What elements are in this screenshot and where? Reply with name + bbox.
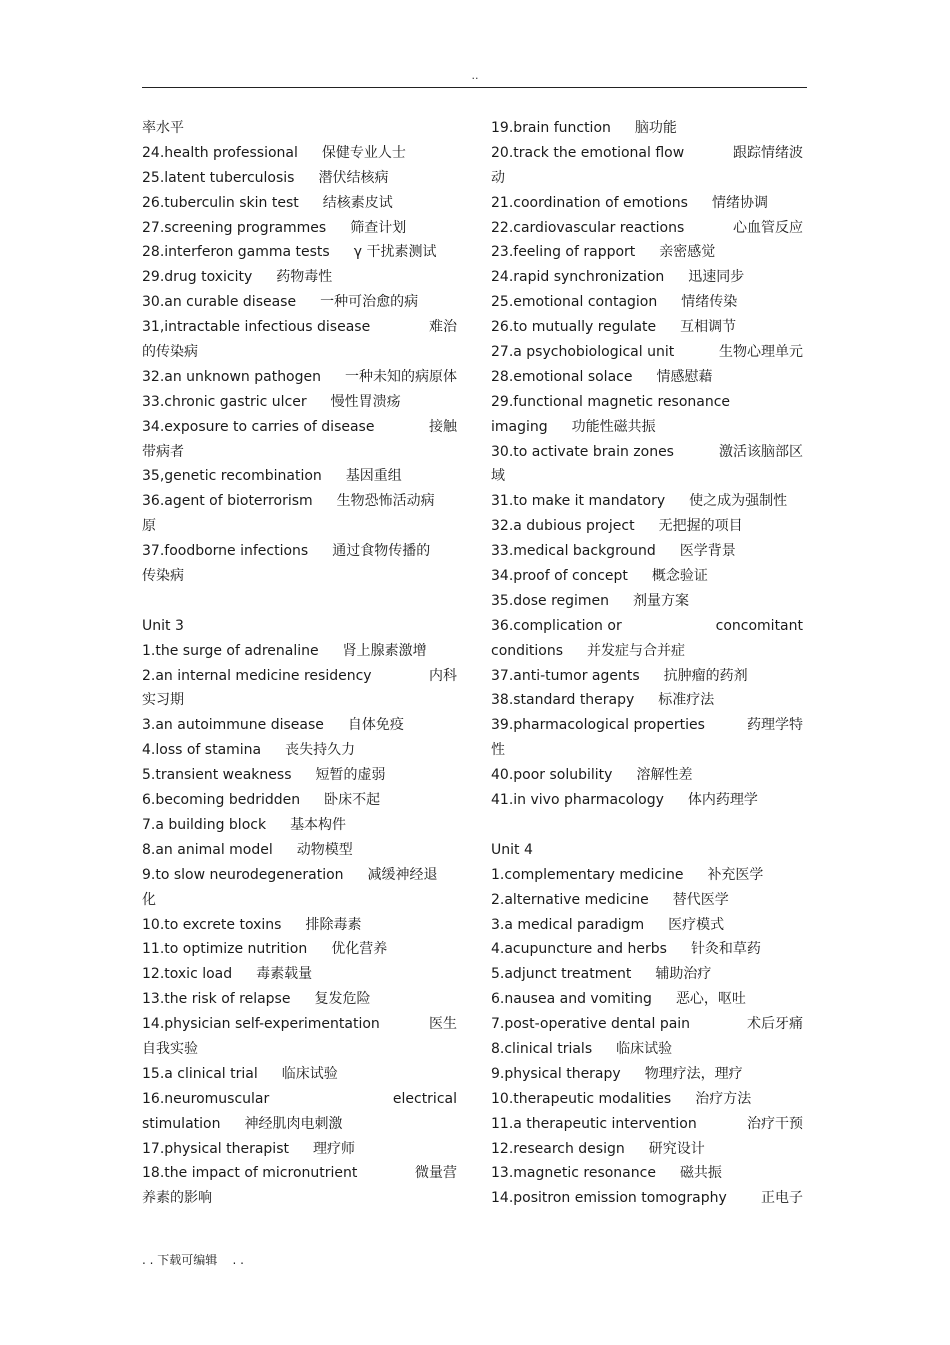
term-text: 7.a building block: [142, 816, 267, 833]
vocab-line: [142, 1112, 457, 1137]
term-text: 14.positron emission tomography: [491, 1190, 727, 1207]
term-text: 13.the risk of relapse: [142, 991, 291, 1008]
translation-text: 医疗模式: [668, 916, 725, 933]
term-text: 8.clinical trials: [491, 1040, 593, 1057]
vocab-line: [142, 664, 457, 689]
vocab-line: [491, 415, 803, 440]
vocab-line: [142, 713, 457, 738]
term-text: 13.magnetic resonance: [491, 1165, 656, 1182]
translation-text: 治疗干预: [747, 1115, 803, 1132]
term-text: 传染病: [142, 568, 184, 585]
translation-text: 针灸和草药: [690, 941, 761, 958]
vocab-line: [142, 1087, 457, 1112]
vocab-line: [142, 1012, 457, 1037]
vocab-line: [142, 813, 457, 838]
translation-text: electrical: [392, 1090, 457, 1107]
term-text: 9.to slow neurodegeneration: [142, 866, 344, 883]
translation-text: 互相调节: [680, 319, 737, 336]
vocab-line: [491, 166, 803, 191]
vocab-line: [491, 1137, 803, 1162]
header-rule: [142, 87, 807, 88]
vocab-line: [142, 1186, 457, 1211]
term-text: 16.neuromuscular: [142, 1090, 270, 1107]
vocab-line: [142, 1037, 457, 1062]
term-text: 29.functional magnetic resonance: [491, 393, 731, 410]
translation-text: 辅助治疗: [655, 966, 712, 983]
term-text: 22.cardiovascular reactions: [491, 219, 685, 236]
vocab-line: [491, 913, 803, 938]
vocab-line: [142, 340, 457, 365]
term-text: 33.medical background: [491, 543, 656, 560]
vocab-line: [142, 564, 457, 589]
translation-text: 潜伏结核病: [318, 169, 389, 186]
vocab-line: [491, 564, 803, 589]
term-text: imaging: [491, 418, 548, 435]
term-text: 32.a dubious project: [491, 518, 635, 535]
term-text: 3.a medical paradigm: [491, 916, 645, 933]
vocab-line: [491, 788, 803, 813]
vocab-line: [491, 1037, 803, 1062]
term-text: conditions: [491, 642, 564, 659]
vocab-line: [142, 415, 457, 440]
term-text: 26.tuberculin skin test: [142, 194, 299, 211]
translation-text: 一种可治愈的病: [320, 294, 419, 311]
term-text: 11.a therapeutic intervention: [491, 1115, 697, 1132]
term-text: Unit 4: [491, 841, 533, 858]
translation-text: 临床试验: [616, 1040, 673, 1057]
translation-text: 体内药理学: [687, 792, 758, 809]
translation-text: 情绪传染: [681, 294, 738, 311]
vocab-line: [142, 440, 457, 465]
term-text: 域: [491, 468, 505, 485]
vocab-line: [142, 838, 457, 863]
term-text: 31,intractable infectious disease: [142, 319, 371, 336]
right-column: [491, 116, 803, 1211]
vocab-line: [491, 489, 803, 514]
term-text: 29.drug toxicity: [142, 269, 253, 286]
term-text: 35.dose regimen: [491, 592, 610, 609]
term-text: 35,genetic recombination: [142, 468, 322, 485]
term-text: 6.becoming bedridden: [142, 792, 301, 809]
vocab-line: [491, 838, 803, 863]
vocab-line: [142, 539, 457, 564]
translation-text: 替代医学: [672, 891, 729, 908]
term-text: 21.coordination of emotions: [491, 194, 688, 211]
vocab-line: [142, 290, 457, 315]
term-text: 14.physician self-experimentation: [142, 1016, 380, 1033]
vocab-line: [491, 265, 803, 290]
vocab-line: [142, 987, 457, 1012]
term-text: 26.to mutually regulate: [491, 319, 657, 336]
term-text: 38.standard therapy: [491, 692, 635, 709]
term-text: 36.complication or: [491, 617, 622, 634]
term-text: 33.chronic gastric ulcer: [142, 393, 307, 410]
vocab-line: [491, 763, 803, 788]
term-text: 20.track the emotional flow: [491, 144, 685, 161]
vocab-line: [142, 464, 457, 489]
vocab-line: [142, 788, 457, 813]
translation-text: 使之成为强制性: [689, 493, 788, 510]
vocab-line: [491, 315, 803, 340]
translation-text: 亲密感觉: [659, 244, 716, 261]
vocab-line: [491, 738, 803, 763]
translation-text: 物理疗法，理疗: [644, 1065, 743, 1082]
translation-text: 概念验证: [651, 568, 708, 585]
term-text: 带病者: [142, 443, 184, 460]
vocab-line: [491, 116, 803, 141]
vocab-line: [142, 166, 457, 191]
term-text: 17.physical therapist: [142, 1140, 289, 1157]
vocab-line: [142, 863, 457, 888]
vocab-line: [142, 116, 457, 141]
translation-text: 治疗方法: [695, 1090, 752, 1107]
vocab-line: [142, 1161, 457, 1186]
vocab-line: [491, 365, 803, 390]
vocab-line: [142, 589, 457, 614]
term-text: 30.to activate brain zones: [491, 443, 674, 460]
translation-text: 医生: [429, 1016, 457, 1033]
translation-text: 动物模型: [296, 841, 353, 858]
term-text: 养素的影响: [142, 1190, 212, 1207]
translation-text: 脑功能: [634, 120, 677, 136]
term-text: 23.feeling of rapport: [491, 244, 636, 261]
vocab-line: [142, 489, 457, 514]
translation-text: 复发危险: [314, 991, 371, 1008]
translation-text: 排除毒素: [305, 916, 362, 933]
term-text: 37.anti-tumor agents: [491, 667, 640, 684]
term-text: 10.therapeutic modalities: [491, 1090, 672, 1107]
term-text: 10.to excrete toxins: [142, 916, 282, 933]
vocab-line: [142, 1137, 457, 1162]
vocab-line: [491, 813, 803, 838]
translation-text: 研究设计: [648, 1140, 705, 1157]
vocab-line: [491, 340, 803, 365]
vocab-line: [491, 614, 803, 639]
vocab-line: [491, 1161, 803, 1186]
translation-text: 自体免疫: [347, 717, 404, 734]
term-text: 39.pharmacological properties: [491, 717, 705, 734]
term-text: 1.the surge of adrenaline: [142, 642, 319, 659]
translation-text: 术后牙痛: [747, 1016, 803, 1033]
term-text: 24.health professional: [142, 144, 298, 161]
term-text: 6.nausea and vomiting: [491, 991, 652, 1008]
vocab-line: [491, 664, 803, 689]
term-text: 36.agent of bioterrorism: [142, 493, 313, 510]
translation-text: 标准疗法: [658, 692, 715, 709]
term-text: 34.exposure to carries of disease: [142, 418, 375, 435]
translation-text: 内科: [429, 667, 457, 684]
translation-text: 剂量方案: [633, 592, 690, 609]
vocab-line: [491, 1186, 803, 1211]
term-text: 25.latent tuberculosis: [142, 169, 295, 186]
term-text: 化: [142, 891, 156, 908]
term-text: stimulation: [142, 1115, 221, 1132]
vocab-line: [491, 962, 803, 987]
vocab-line: [491, 937, 803, 962]
term-text: 8.an animal model: [142, 841, 273, 858]
translation-text: 溶解性差: [636, 767, 693, 784]
vocab-line: [142, 191, 457, 216]
translation-text: 心血管反应: [733, 219, 803, 236]
term-text: 12.toxic load: [142, 966, 233, 983]
vocab-line: [491, 1112, 803, 1137]
term-text: 15.a clinical trial: [142, 1065, 258, 1082]
translation-text: 优化营养: [331, 941, 388, 958]
translation-text: 难治: [429, 319, 457, 336]
vocab-line: [491, 216, 803, 241]
translation-text: 恶心，呕吐: [675, 991, 746, 1008]
vocab-line: [142, 888, 457, 913]
vocab-line: [491, 440, 803, 465]
translation-text: 理疗师: [312, 1140, 355, 1157]
term-text: 11.to optimize nutrition: [142, 941, 308, 958]
vocab-line: [142, 265, 457, 290]
vocab-line: [491, 713, 803, 738]
vocab-line: [491, 987, 803, 1012]
vocab-line: [142, 315, 457, 340]
translation-text: 激活该脑部区: [719, 443, 803, 460]
translation-text: 生物恐怖活动病: [336, 493, 435, 510]
translation-text: 卧床不起: [324, 792, 381, 809]
translation-text: 并发症与合并症: [587, 642, 686, 659]
translation-text: 临床试验: [281, 1065, 338, 1082]
translation-text: 神经肌肉电刺激: [244, 1115, 343, 1132]
vocab-line: [491, 290, 803, 315]
vocab-line: [491, 1087, 803, 1112]
term-text: 24.rapid synchronization: [491, 269, 665, 286]
term-text: 的传染病: [142, 344, 198, 361]
translation-text: 磁共振: [679, 1165, 722, 1182]
term-text: 18.the impact of micronutrient: [142, 1165, 358, 1182]
translation-text: 保健专业人士: [321, 144, 406, 161]
header-mark: ..: [471, 69, 479, 82]
vocab-line: [142, 614, 457, 639]
translation-text: 抗肿瘤的药剂: [663, 667, 748, 684]
term-text: 性: [491, 742, 505, 759]
vocab-line: [491, 688, 803, 713]
translation-text: 丧失持久力: [285, 742, 356, 759]
translation-text: 微量营: [415, 1165, 457, 1182]
term-text: 自我实验: [142, 1040, 198, 1057]
term-text: 27.a psychobiological unit: [491, 344, 675, 361]
translation-text: 结核素皮试: [322, 194, 393, 211]
term-text: 9.physical therapy: [491, 1065, 621, 1082]
vocab-line: [142, 639, 457, 664]
term-text: 3.an autoimmune disease: [142, 717, 324, 734]
term-text: 5.transient weakness: [142, 767, 292, 784]
translation-text: concomitant: [715, 617, 803, 634]
vocab-line: [142, 1062, 457, 1087]
translation-text: 接触: [429, 418, 457, 435]
term-text: 30.an curable disease: [142, 294, 297, 311]
translation-text: 补充医学: [707, 866, 764, 883]
term-text: 2.alternative medicine: [491, 891, 649, 908]
term-text: 4.acupuncture and herbs: [491, 941, 667, 958]
vocab-line: [142, 141, 457, 166]
term-text: 28.interferon gamma tests: [142, 244, 330, 261]
vocab-line: [491, 539, 803, 564]
translation-text: 短暂的虚弱: [315, 767, 386, 784]
vocab-line: [491, 863, 803, 888]
translation-text: 筛查计划: [350, 219, 407, 236]
left-column: [142, 116, 457, 1211]
vocab-line: [491, 1012, 803, 1037]
term-text: 7.post-operative dental pain: [491, 1016, 691, 1033]
vocab-line: [491, 514, 803, 539]
translation-text: 药理学特: [747, 717, 803, 734]
translation-text: 跟踪情绪波: [733, 144, 803, 161]
vocab-line: [142, 913, 457, 938]
vocab-line: [491, 639, 803, 664]
vocab-line: [142, 738, 457, 763]
vocab-line: [142, 240, 457, 265]
term-text: 34.proof of concept: [491, 568, 628, 585]
term-text: 动: [491, 169, 505, 186]
vocab-line: [491, 464, 803, 489]
term-text: 19.brain function: [491, 120, 611, 136]
translation-text: 生物心理单元: [719, 344, 803, 361]
translation-text: 正电子: [761, 1190, 803, 1207]
translation-text: 一种未知的病原体: [345, 368, 457, 385]
term-text: 5.adjunct treatment: [491, 966, 632, 983]
translation-text: 功能性磁共振: [571, 418, 656, 435]
term-text: 31.to make it mandatory: [491, 493, 666, 510]
term-text: 37.foodborne infections: [142, 543, 309, 560]
translation-text: 减缓神经退: [367, 866, 438, 883]
term-text: 4.loss of stamina: [142, 742, 262, 759]
translation-text: 迅速同步: [688, 269, 745, 286]
translation-text: 情绪协调: [711, 194, 768, 211]
translation-text: 通过食物传播的: [332, 543, 431, 560]
vocab-line: [142, 962, 457, 987]
vocab-line: [142, 216, 457, 241]
vocab-line: [142, 688, 457, 713]
vocab-line: [491, 1062, 803, 1087]
vocab-line: [491, 240, 803, 265]
term-text: 41.in vivo pharmacology: [491, 792, 664, 809]
vocab-line: [142, 365, 457, 390]
term-text: Unit 3: [142, 617, 184, 634]
translation-text: 药物毒性: [276, 269, 333, 286]
term-text: 原: [142, 518, 156, 535]
term-text: 1.complementary medicine: [491, 866, 684, 883]
translation-text: 无把握的项目: [658, 518, 743, 535]
term-text: 28.emotional solace: [491, 368, 633, 385]
vocab-line: [142, 937, 457, 962]
term-text: 12.research design: [491, 1140, 625, 1157]
translation-text: 基本构件: [290, 816, 347, 833]
vocab-line: [142, 763, 457, 788]
term-text: 40.poor solubility: [491, 767, 613, 784]
vocab-line: [142, 514, 457, 539]
footer-text: . . 下载可编辑 . .: [142, 1253, 244, 1267]
vocab-line: [491, 390, 803, 415]
vocab-line: [491, 141, 803, 166]
vocab-line: [491, 191, 803, 216]
translation-text: γ 干扰素测试: [353, 244, 437, 261]
vocab-line: [142, 390, 457, 415]
term-text: 25.emotional contagion: [491, 294, 658, 311]
term-text: 27.screening programmes: [142, 219, 327, 236]
translation-text: 慢性胃溃疡: [330, 393, 401, 410]
translation-text: 情感慰藉: [656, 368, 713, 385]
term-text: 实习期: [142, 692, 184, 709]
term-text: 率水平: [142, 120, 184, 136]
translation-text: 肾上腺素激增: [342, 642, 427, 659]
vocab-line: [491, 589, 803, 614]
translation-text: 医学背景: [679, 543, 736, 560]
term-text: 2.an internal medicine residency: [142, 667, 372, 684]
term-text: 32.an unknown pathogen: [142, 368, 321, 385]
translation-text: 毒素载量: [256, 966, 313, 983]
translation-text: 基因重组: [345, 468, 402, 485]
vocab-line: [491, 888, 803, 913]
